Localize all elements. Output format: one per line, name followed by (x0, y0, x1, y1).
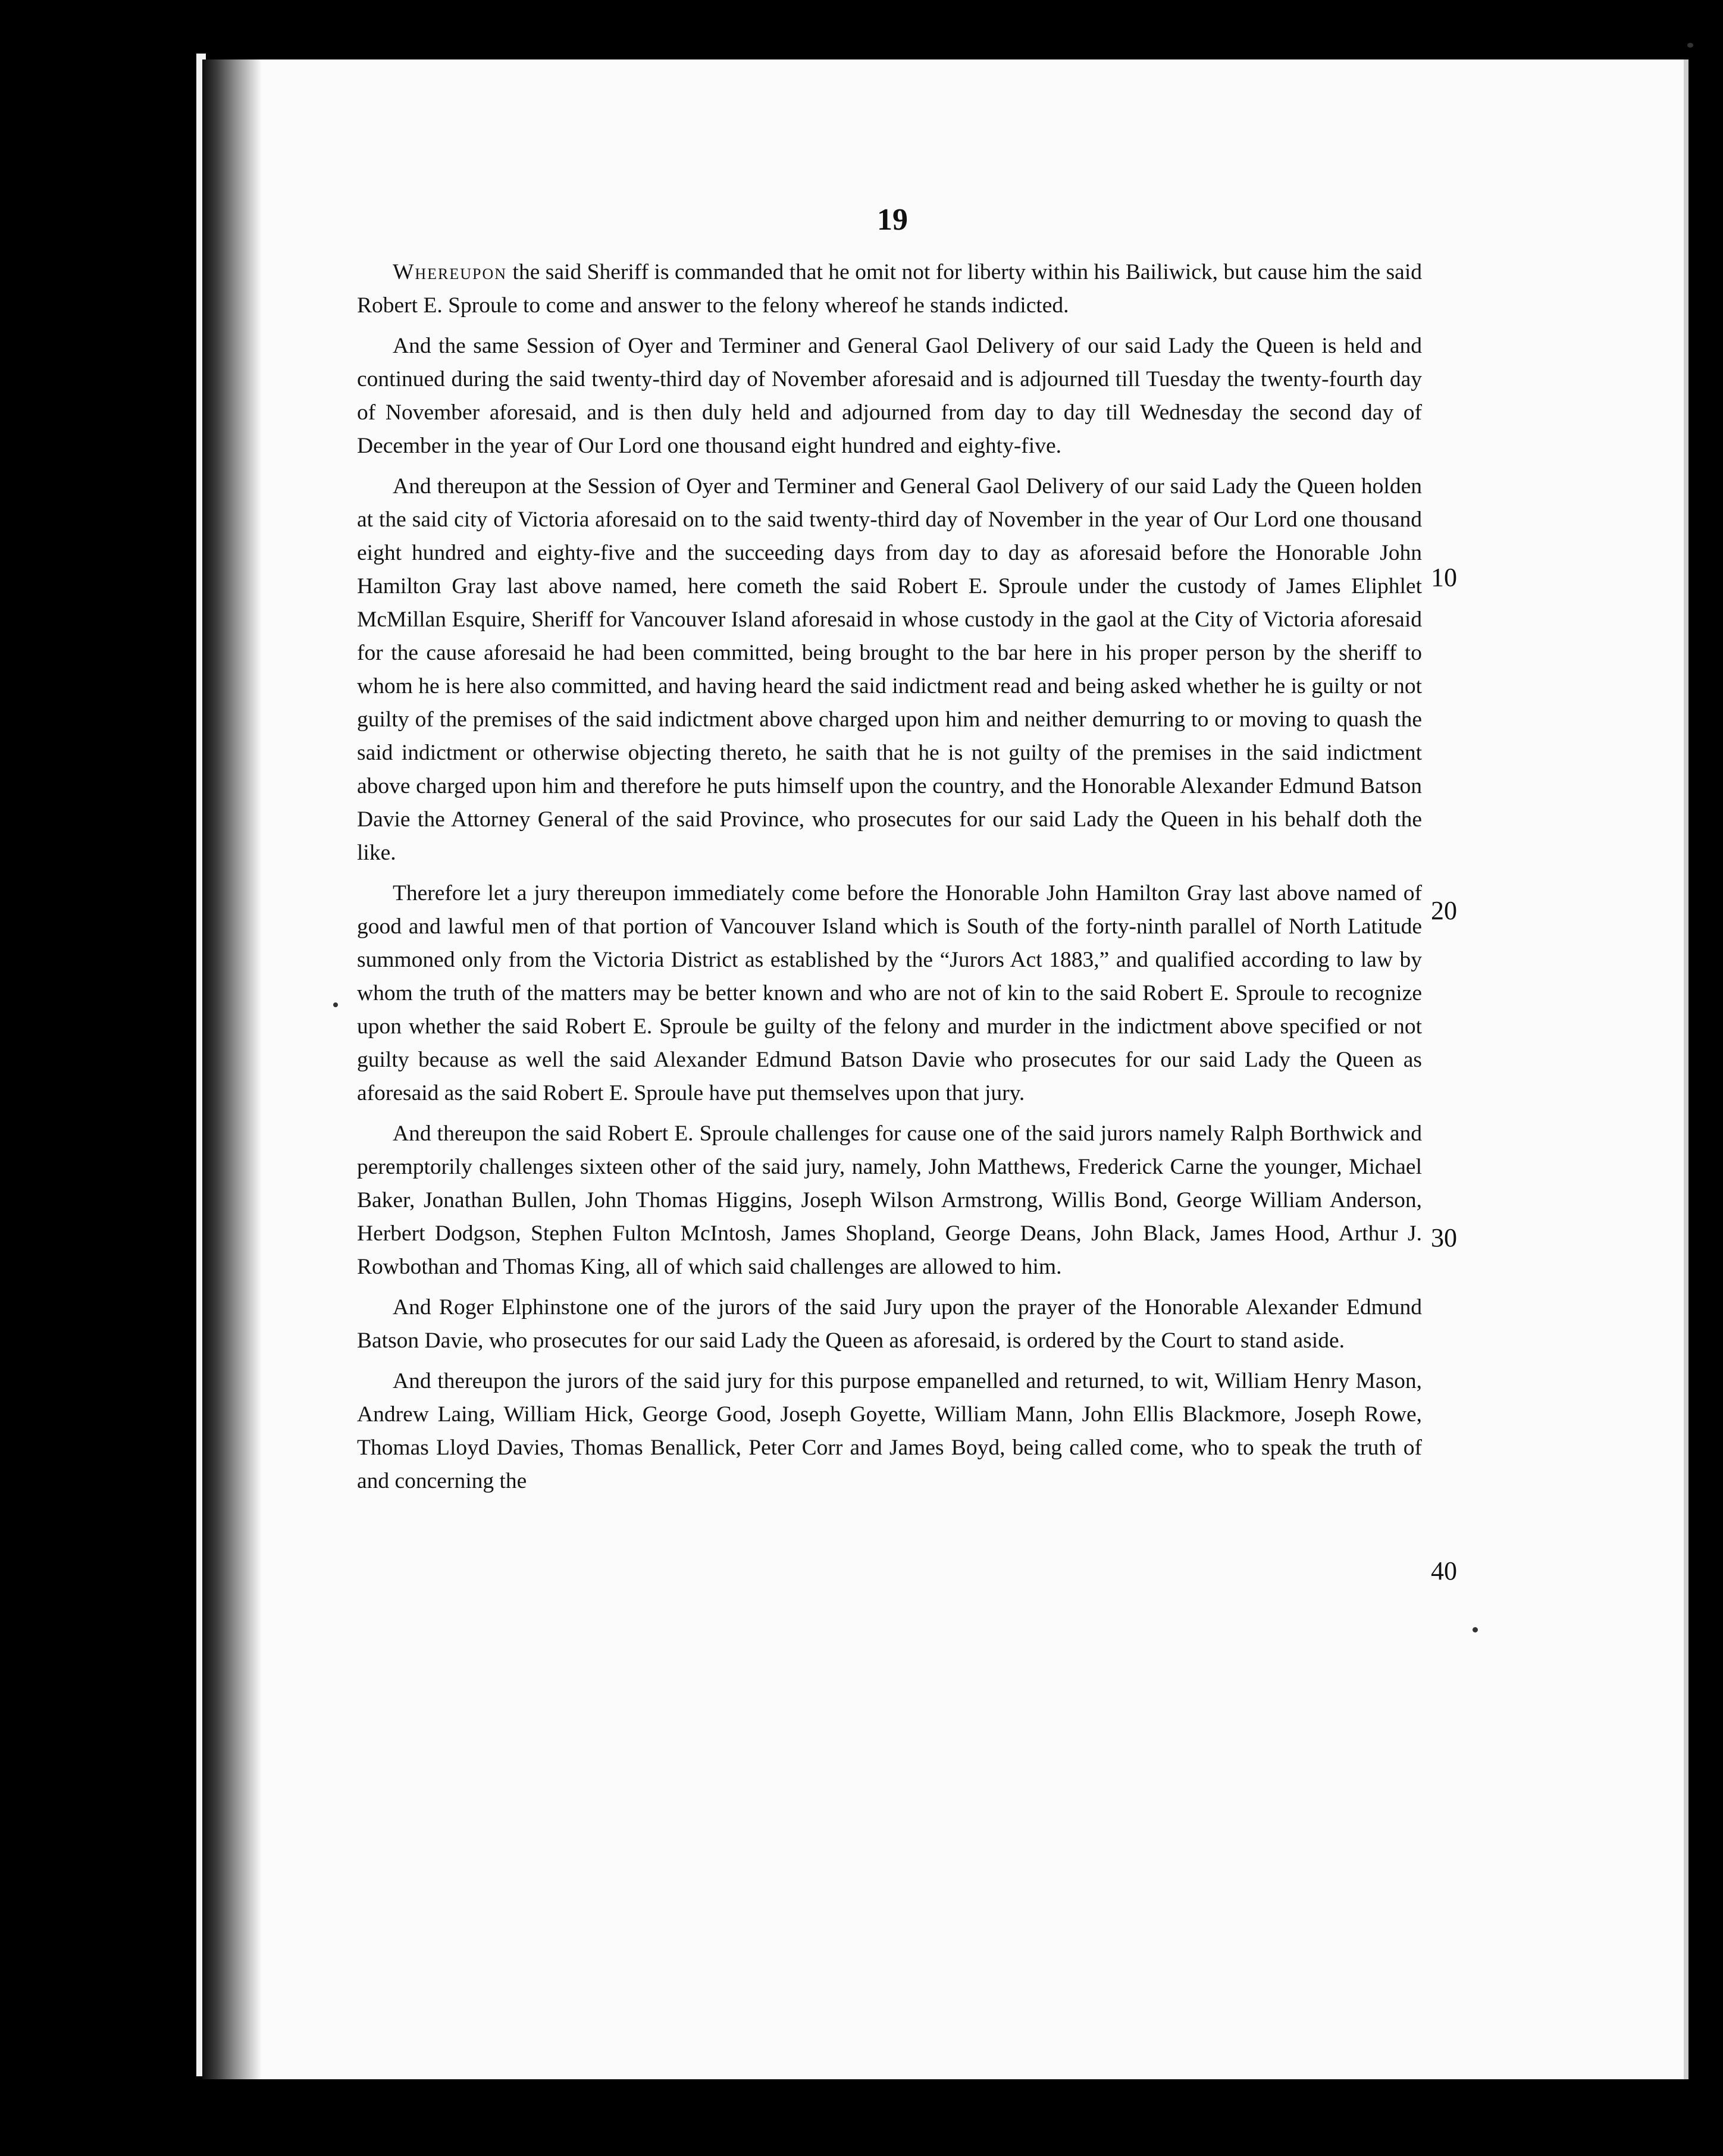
paragraph-text: And thereupon the said Robert E. Sproule challenges for cause one of the said jurors namely Ralph Borthwick and peremptorily challenges sixteen other of the said jury, namely, John Matthews, Frederick Carne the younger, Michael Baker, Jonathan Bullen, John Thomas Higgins, Joseph Wilson Armstrong, Willis Bond, George William Anderson, Herbert Dodgson, Stephen Fulton McIntosh, James Shopland, George Deans, John Black, James Hood, Arthur J. Rowbothan and Thomas King, all of which said challenges are allowed to him. (357, 1121, 1422, 1279)
line-number-margin: 20 (1431, 896, 1457, 925)
paragraph-text: And the same Session of Oyer and Terminer and General Gaol Delivery of our said Lady the Queen is held and continued during the said twenty-third day of November aforesaid and is adjourned till Tuesday the twenty-fourth day of November aforesaid, and is then duly held and adjourned from day to day till Wednesday the second day of December in the year of Our Lord one thousand eight hundred and eighty-five. (357, 334, 1422, 458)
paragraph-text: And thereupon at the Session of Oyer and Terminer and General Gaol Delivery of our said Lady the Queen holden at the said city of Victoria aforesaid on to the said twenty-third day of November in the year of Our Lord one thousand eight hundred and eighty-five and the succeeding days from day to day as aforesaid before the Honorable John Hamilton Gray last above named, here cometh the said Robert E. Sproule under the custody of James Eliphlet McMillan Esquire, Sheriff for Vancouver Island aforesaid in whose custody in the gaol at the City of Victoria aforesaid for the cause aforesaid he had been committed, being brought to the bar here in his proper person by the sheriff to whom he is here also committed, and having heard the said indictment read and being asked whether he is guilty or not guilty of the premises of the said indictment above charged upon him and neither demurring to or moving to quash the said indictment or otherwise objecting thereto, he saith that he is not guilty of the premises in the said indictment above charged upon him and therefore he puts himself upon the country, and the Honorable Alexander Edmund Batson Davie the Attorney General of the said Province, who prosecutes for our said Lady the Queen in his behalf doth the like. (357, 474, 1422, 865)
scan-speck (1687, 43, 1693, 48)
binding-gutter (202, 59, 262, 2079)
paragraph-text: And thereupon the jurors of the said jury for this purpose empanelled and returned, to wit, William Henry Mason, Andrew Laing, William Hick, George Good, Joseph Goyette, William Mann, John Ellis Blackmore, Joseph Rowe, Thomas Lloyd Davies, Thomas Benallick, Peter Corr and James Boyd, being called come, who to speak the truth of and concerning the (357, 1369, 1422, 1493)
paragraph-text: Therefore let a jury thereupon immediately come before the Honorable John Hamilton Gray last above named of good and lawful men of that portion of Vancouver Island which is South of the forty-ninth parallel of North Latitude summoned only from the Victoria District as established by the “Jurors Act 1883,” and qualified according to law by whom the truth of the matters may be better known and who are not of kin to the said Robert E. Sproule to recognize upon whether the said Robert E. Sproule be guilty of the felony and murder in the indictment above specified or not guilty because as well the said Alexander Edmund Batson Davie who prosecutes for our said Lady the Queen as aforesaid as the said Robert E. Sproule have put themselves upon that jury. (357, 881, 1422, 1105)
line-number-margin: 10 (1431, 563, 1457, 592)
page-edge (1684, 59, 1688, 2079)
page-number: 19 (877, 203, 908, 237)
line-number-margin: 40 (1431, 1556, 1457, 1585)
paragraph (357, 1117, 1422, 1284)
scan-speck (1473, 1627, 1478, 1632)
line-number-margin: 30 (1431, 1223, 1457, 1252)
paragraph (357, 470, 1422, 870)
paragraph (357, 1291, 1422, 1358)
paragraph-lead: Whereupon (393, 260, 507, 284)
paragraph (357, 330, 1422, 463)
scan-speck (333, 1002, 338, 1007)
paragraph (357, 256, 1422, 322)
body-text (357, 256, 1422, 1505)
paragraph-text: And Roger Elphinstone one of the jurors of the said Jury upon the prayer of the Honorable Alexander Edmund Batson Davie, who prosecutes for our said Lady the Queen as aforesaid, is ordered by the Court to stand aside. (357, 1295, 1422, 1353)
paragraph (357, 1365, 1422, 1498)
paragraph-text: the said Sheriff is commanded that he omit not for liberty within his Bailiwick, but cause him the said Robert E. Sproule to come and answer to the felony whereof he stands indicted. (357, 260, 1422, 318)
paragraph (357, 877, 1422, 1110)
